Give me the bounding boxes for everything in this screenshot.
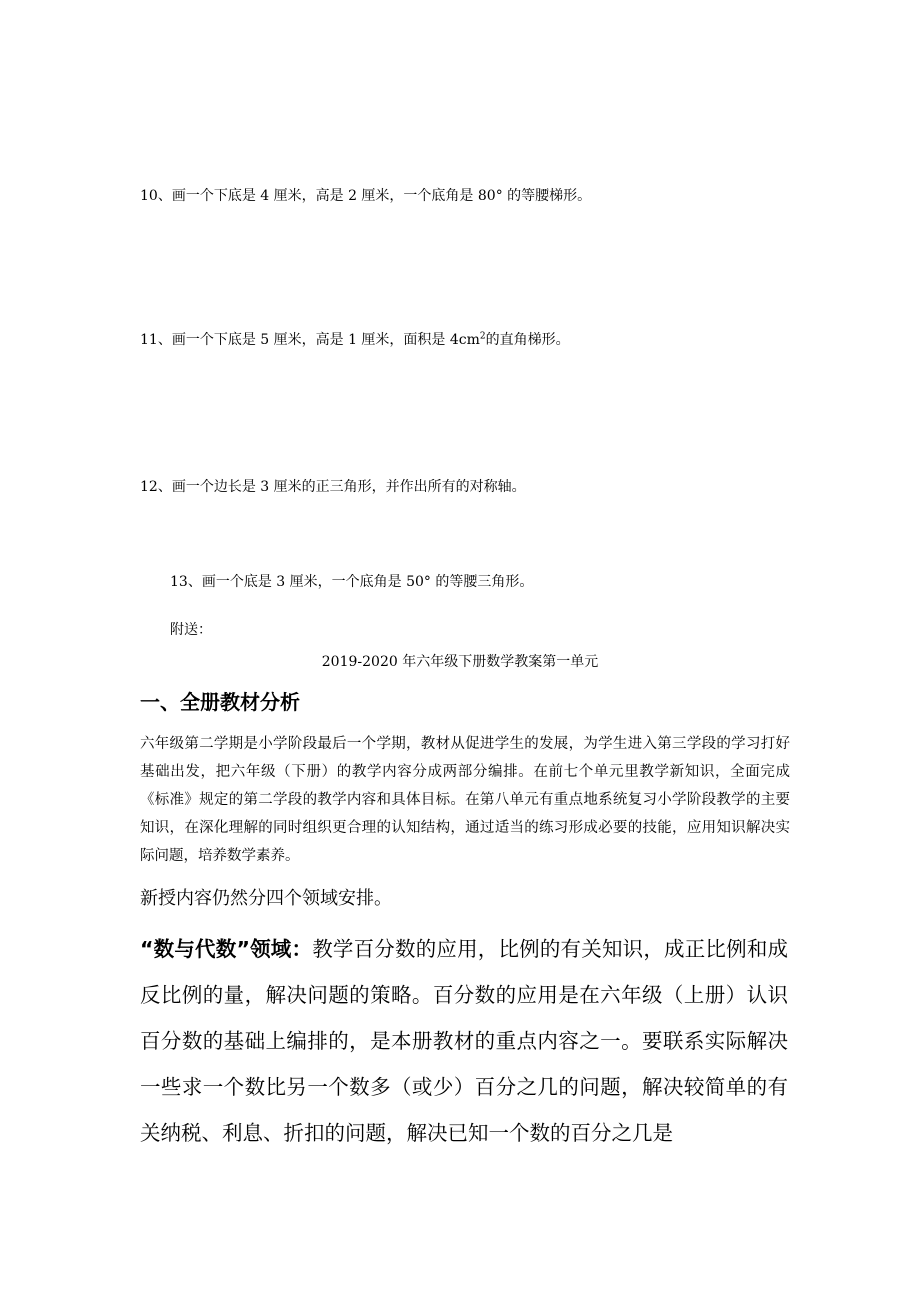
appendix-label: 附送： bbox=[170, 622, 212, 638]
question-11-superscript: 2 bbox=[479, 331, 486, 342]
intro-paragraph: 六年级第二学期是小学阶段最后一个学期，教材从促进学生的发展，为学生进入第三学段的学习打好基础出发，把六年级（下册）的教学内容分成两部分编排。在前七个单元里教学新知识，全面完成《标准》规定的第二学段的教学内容和具体目标。在第八单元有重点地系统复习小学阶段教学的主要知识，在深化理解的同时组织更合理的认知结构，通过适当的练习形成必要的技能，应用知识解决实际问题，培养数学素养。 bbox=[140, 736, 790, 864]
number-algebra-paragraph bbox=[140, 926, 788, 1156]
question-10: 10、画一个下底是 4 厘米，高是 2 厘米，一个底角是 80° 的等腰梯形。 bbox=[140, 188, 592, 204]
question-13: 13、画一个底是 3 厘米，一个底角是 50° 的等腰三角形。 bbox=[170, 574, 534, 590]
number-algebra-lead: “数与代数”领域 bbox=[140, 937, 292, 961]
number-algebra-text: 教学百分数的应用，比例的有关知识，成正比例和成反比例的量，解决问题的策略。百分数的应用是在六年级（上册）认识百分数的基础上编排的，是本册教材的重点内容之一。要联系实际解决一些求一个数比另一个数多（或少）百分之几的问题，解决较简单的有关纳税、利息、折扣的问题，解决已知一个数的百分之几是 bbox=[140, 937, 789, 1145]
question-11-text-end: 的直角梯形。 bbox=[485, 332, 570, 348]
question-12: 12、画一个边长是 3 厘米的正三角形，并作出所有的对称轴。 bbox=[140, 479, 526, 495]
new-content-line: 新授内容仍然分四个领域安排。 bbox=[140, 888, 392, 909]
document-title: 2019-2020 年六年级下册数学教案第一单元 bbox=[321, 654, 599, 670]
question-11 bbox=[140, 330, 570, 350]
section-heading: 一、全册教材分析 bbox=[140, 690, 300, 714]
number-algebra-colon: ： bbox=[291, 937, 313, 961]
question-11-text: 11、画一个下底是 5 厘米，高是 1 厘米，面积是 4cm bbox=[140, 332, 480, 348]
